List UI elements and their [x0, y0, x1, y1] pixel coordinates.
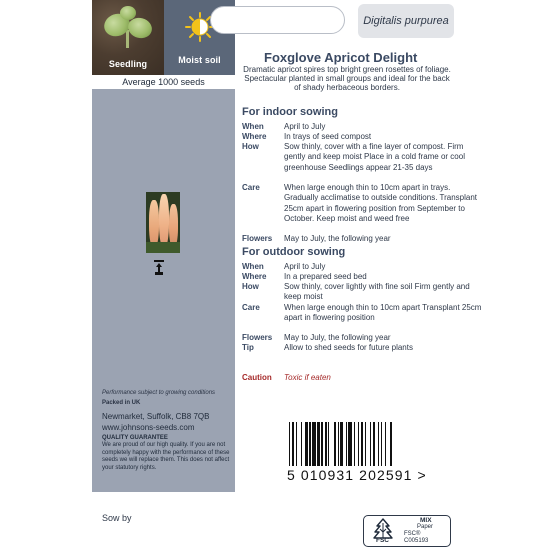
- caution-row: [242, 373, 331, 382]
- barcode-bar: [301, 422, 302, 466]
- barcode-bar: [340, 422, 343, 466]
- barcode-digits: 5 010931 202591 >: [287, 467, 427, 483]
- sow-by-label: Sow by: [102, 513, 132, 523]
- barcode-bar: [361, 422, 364, 466]
- barcode-bar: [373, 422, 376, 466]
- fsc-logo-text: FSC: [376, 537, 389, 544]
- outdoor-heading: For outdoor sowing: [242, 246, 346, 258]
- row-label: How: [242, 142, 259, 151]
- barcode-bar: [381, 422, 382, 466]
- barcode-bar: [309, 422, 310, 466]
- barcode-bar: [312, 422, 316, 466]
- barcode-bar: [325, 422, 326, 466]
- barcode-bar: [390, 422, 391, 466]
- shade-plant-icon: [153, 260, 165, 276]
- row-label: When: [242, 262, 264, 271]
- barcode-bar: [334, 422, 337, 466]
- barcode-bar: [292, 422, 295, 466]
- left-column: [92, 0, 235, 492]
- product-intro: Dramatic apricot spires top bright green rosettes of foliage. Spectacular planted in small groups and ideal for the back of shady herbaceous borders.: [243, 65, 451, 93]
- barcode-bar: [321, 422, 322, 466]
- outdoor-row: [242, 343, 484, 353]
- performance-note: Performance subject to growing conditions: [102, 390, 216, 396]
- foxglove-photo: [146, 192, 180, 253]
- row-value: April to July: [284, 262, 326, 271]
- latin-name: Digitalis purpurea: [358, 4, 454, 38]
- guarantee-title: QUALITY GUARANTEE: [102, 435, 168, 441]
- row-label: Care: [242, 183, 260, 192]
- row-value: In a prepared seed bed: [284, 272, 367, 281]
- outdoor-row: [242, 282, 484, 303]
- row-value: In trays of seed compost: [284, 132, 372, 141]
- product-title: Foxglove Apricot Delight: [264, 50, 418, 65]
- barcode-bar: [346, 422, 347, 466]
- barcode-bar: [354, 422, 355, 466]
- address-line: Newmarket, Suffolk, CB8 7QB: [102, 412, 210, 421]
- website-link[interactable]: www.johnsons-seeds.com: [102, 423, 195, 432]
- row-label: Where: [242, 132, 267, 141]
- barcode-bar: [365, 422, 366, 466]
- row-label: When: [242, 122, 264, 131]
- barcode-bar: [317, 422, 320, 466]
- outdoor-row: [242, 333, 484, 343]
- outdoor-row: [242, 303, 484, 324]
- seedling-label: Seedling: [108, 59, 148, 69]
- average-seeds: Average 1000 seeds: [92, 75, 235, 89]
- address: [102, 411, 209, 433]
- outdoor-row: [242, 272, 484, 282]
- grey-panel: [92, 89, 235, 492]
- barcode-bar: [338, 422, 339, 466]
- fsc-code: FSC® C005193: [404, 531, 429, 544]
- row-value: Sow thinly, cover lightly with fine soil Firm gently and keep moist: [284, 282, 470, 302]
- indoor-row: [242, 183, 484, 224]
- barcode-bar: [289, 422, 290, 466]
- fsc-paper: Paper: [417, 524, 434, 530]
- row-value: Sow thinly, cover with a fine layer of compost. Firm gently and keep moist Place in a cold frame or cool greenhouse Seedlings appear 21-35 days: [284, 142, 465, 172]
- outdoor-row: [242, 262, 484, 272]
- fsc-badge: [363, 515, 451, 547]
- row-label: Flowers: [242, 333, 273, 342]
- barcode-bar: [385, 422, 386, 466]
- seedling-leaf-icon: [120, 6, 136, 20]
- row-value: May to July, the following year: [284, 234, 391, 243]
- row-label: Tip: [242, 343, 254, 352]
- indoor-row: [242, 234, 484, 244]
- row-value: When large enough thin to 10cm apart Transplant 25cm apart in flowering position: [284, 303, 482, 323]
- barcode-bar: [378, 422, 379, 466]
- row-value: Allow to shed seeds for future plants: [284, 343, 413, 352]
- barcode-bar: [305, 422, 308, 466]
- caution-label: Caution: [242, 373, 272, 382]
- fsc-tree-icon: [368, 517, 398, 545]
- barcode-bar: [296, 422, 297, 466]
- barcode-bar: [348, 422, 352, 466]
- barcode-bar: [328, 422, 329, 466]
- row-value: April to July: [284, 122, 326, 131]
- barcode-bar: [370, 422, 371, 466]
- row-label: Where: [242, 272, 267, 281]
- caution-text: Toxic if eaten: [284, 373, 331, 382]
- row-label: How: [242, 282, 259, 291]
- indoor-heading: For indoor sowing: [242, 106, 338, 118]
- seedling-tile: [92, 0, 164, 75]
- row-label: Flowers: [242, 234, 273, 243]
- barcode-bar: [358, 422, 359, 466]
- row-value: May to July, the following year: [284, 333, 391, 342]
- fsc-text: [404, 517, 446, 545]
- indoor-row: [242, 142, 484, 173]
- packed-in-uk: Packed in UK: [102, 400, 141, 406]
- row-label: Care: [242, 303, 260, 312]
- row-value: When large enough thin to 10cm apart in trays. Gradually acclimatise to outside conditions. Transplant 25cm apart in flowering position from September to October. Keep moist and weed free: [284, 183, 477, 223]
- name-pill: [210, 6, 345, 34]
- indoor-row: [242, 132, 484, 142]
- soil-label: Moist soil: [178, 55, 221, 65]
- fsc-mix: MIX: [420, 517, 432, 524]
- guarantee-text: We are proud of our high quality. If you are not completely happy with the performance of these seeds we will replace them. This does not affect your statutory rights.: [102, 442, 230, 471]
- indoor-row: [242, 122, 484, 132]
- quality-guarantee: [102, 435, 234, 472]
